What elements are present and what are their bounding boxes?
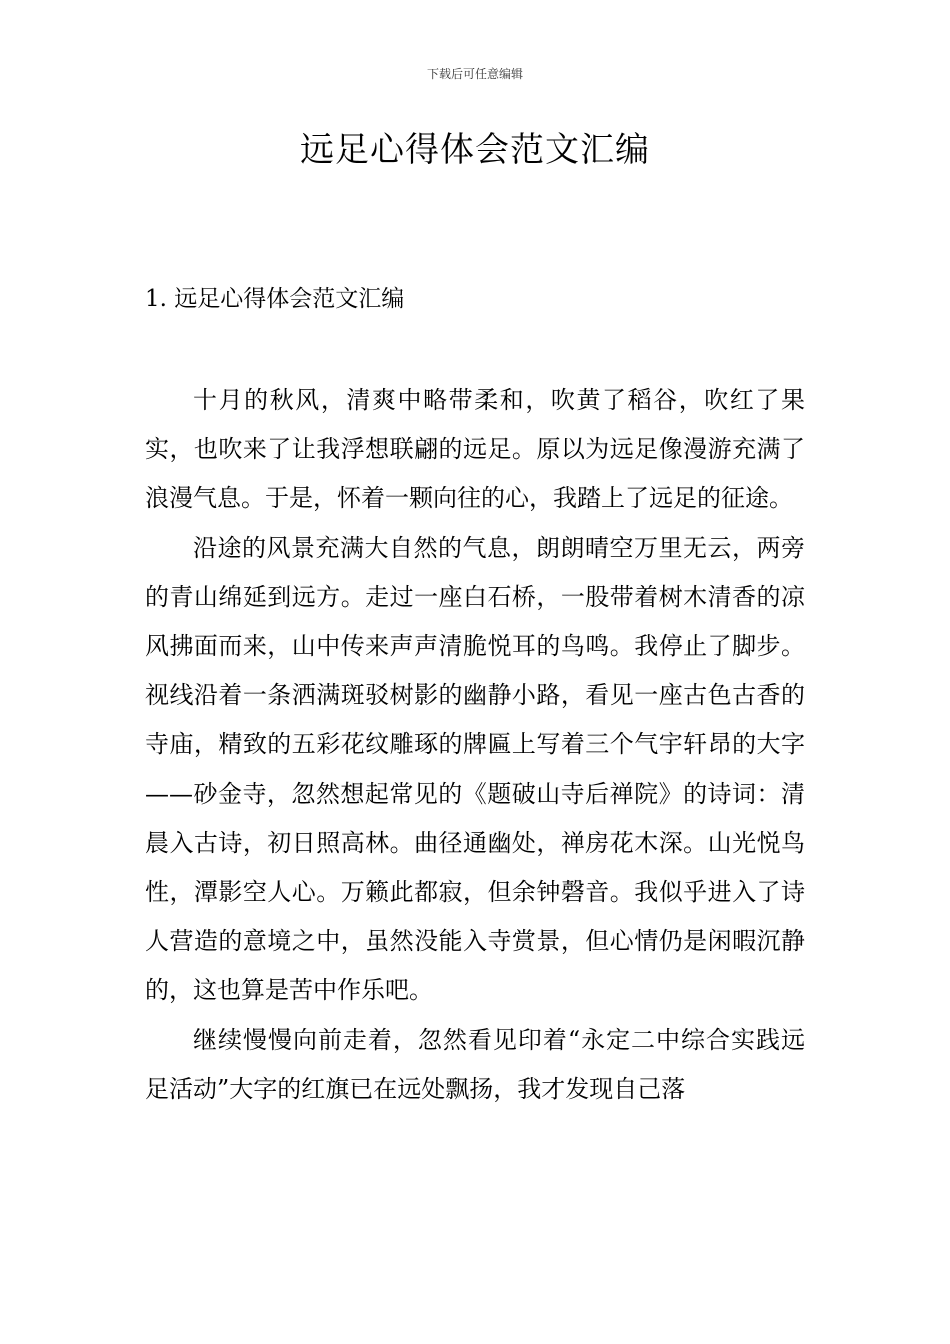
paragraph: 沿途的风景充满大自然的气息，朗朗晴空万里无云，两旁的青山绵延到远方。走过一座白石桥，一股带着树木清香的凉风拂面而来，山中传来声声清脆悦耳的鸟鸣。我停止了脚步。视线沿着一条洒满斑驳树影的幽静小路，看见一座古色古香的寺庙，精致的五彩花纹雕琢的牌匾上写着三个气宇轩昂的大字——砂金寺，忽然想起常见的《题破山寺后禅院》的诗词：清晨入古诗，初日照高林。曲径通幽处，禅房花木深。山光悦鸟性，潭影空人心。万籁此都寂，但余钟磬音。我似乎进入了诗人营造的意境之中，虽然没能入寺赏景，但心情仍是闲暇沉静的，这也算是苦中作乐吧。 bbox=[145, 533, 805, 1005]
paragraph: 继续慢慢向前走着，忽然看见印着“永定二中综合实践远足活动”大字的红旗已在远处飘扬，我才发现自己落 bbox=[145, 1025, 805, 1103]
paragraph: 十月的秋风，清爽中略带柔和，吹黄了稻谷，吹红了果实，也吹来了让我浮想联翩的远足。原以为远足像漫游充满了浪漫气息。于是，怀着一颗向往的心，我踏上了远足的征途。 bbox=[145, 386, 805, 513]
section-heading: 1. 远足心得体会范文汇编 bbox=[145, 286, 405, 312]
header-note: 下载后可任意编辑 bbox=[426, 67, 523, 81]
document-title: 远足心得体会范文汇编 bbox=[300, 130, 650, 170]
document-body bbox=[145, 376, 805, 1114]
